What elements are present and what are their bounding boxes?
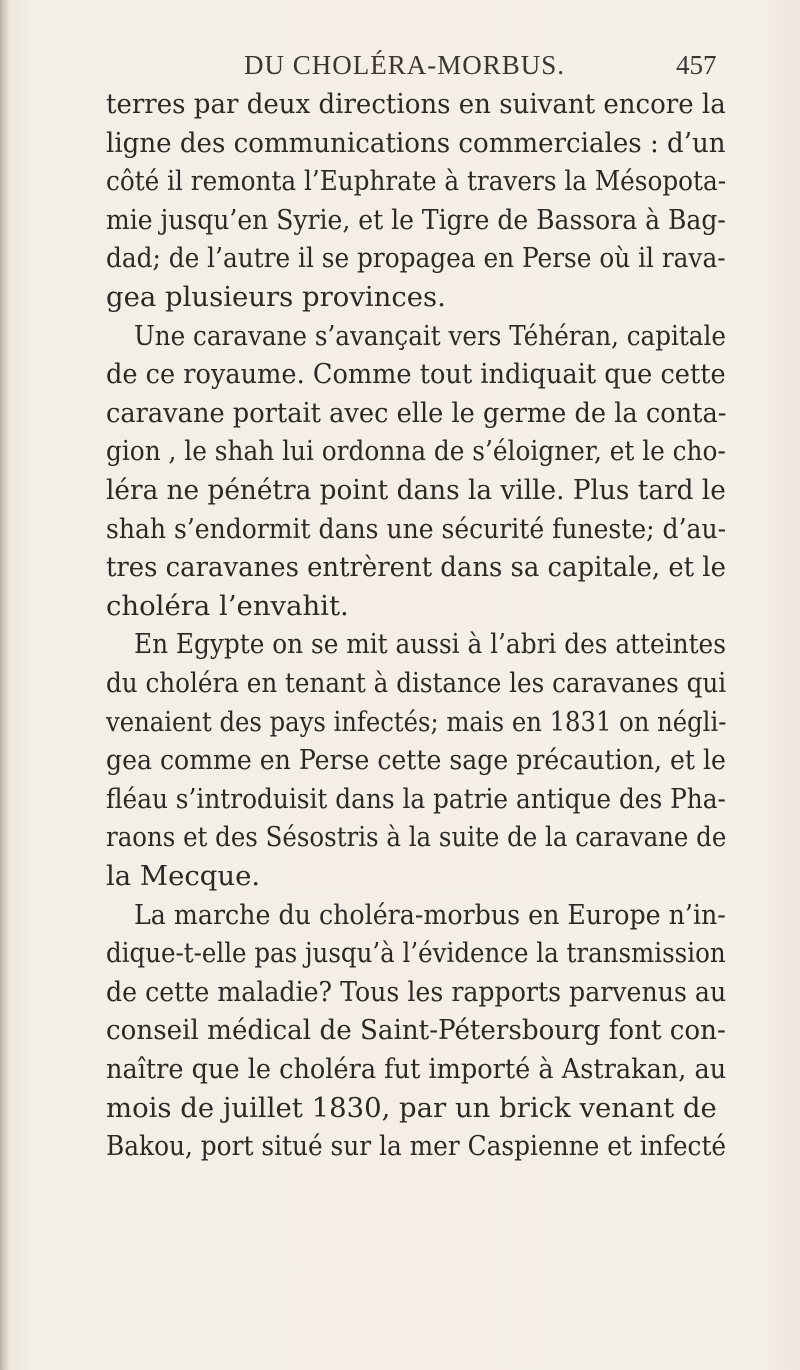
text-line: gea plusieurs provinces. bbox=[106, 281, 446, 313]
text-line: choléra l’envahit. bbox=[106, 589, 349, 622]
text-line: dique-t-elle pas jusqu’à l’évidence la transmission bbox=[106, 937, 726, 970]
text-line: naître que le choléra fut importé à Astrakan, au bbox=[106, 1053, 727, 1085]
text-line: shah s’endormit dans une sécurité funeste; d’au- bbox=[106, 512, 727, 545]
paragraph-first-line: En Egypte on se mit aussi à l’abri des atteintes bbox=[134, 628, 726, 661]
paragraph-first-line: La marche du choléra-morbus en Europe n’in- bbox=[134, 898, 726, 931]
text-line: la Mecque. bbox=[106, 860, 261, 892]
text-line: du choléra en tenant à distance les caravanes qui bbox=[106, 667, 727, 699]
text-line: côté il remonta l’Euphrate à travers la Mésopota- bbox=[106, 165, 727, 198]
page-number: 457 bbox=[676, 50, 717, 80]
text-line: léra ne pénétra point dans la ville. Plus tard le bbox=[106, 474, 726, 506]
text-line: Bakou, port situé sur la mer Caspienne et infecté bbox=[106, 1130, 727, 1163]
text-line: de ce royaume. Comme tout indiquait que cette bbox=[106, 358, 726, 391]
text-line: terres par deux directions en suivant encore la bbox=[106, 88, 726, 120]
text-line: mie jusqu’en Syrie, et le Tigre de Bassora à Bag- bbox=[106, 203, 726, 236]
text-line: raons et des Sésostris à la suite de la caravane de bbox=[106, 821, 727, 854]
page-gutter-shadow bbox=[0, 0, 10, 1370]
text-line: conseil médical de Saint-Pétersbourg font con- bbox=[106, 1014, 726, 1047]
paragraph-first-line: Une caravane s’avançait vers Téhéran, capitale bbox=[134, 319, 726, 352]
text-line: tres caravanes entrèrent dans sa capitale, et le bbox=[106, 551, 726, 584]
text-line: venaient des pays infectés; mais en 1831 on négli- bbox=[106, 705, 727, 738]
text-line: fléau s’introduisit dans la patrie antique des Pha- bbox=[106, 782, 726, 815]
text-line: mois de juillet 1830, par un brick venant de bbox=[106, 1091, 717, 1124]
text-line: ligne des communications commerciales : d’un bbox=[106, 126, 726, 159]
text-line: de cette maladie? Tous les rapports parvenus au bbox=[106, 975, 727, 1008]
text-line: caravane portait avec elle le germe de la conta- bbox=[106, 396, 727, 429]
text-line: dad; de l’autre il se propagea en Perse où il rava- bbox=[106, 242, 726, 275]
running-head bbox=[0, 50, 800, 90]
text-line: gion , le shah lui ordonna de s’éloigner, et le cho- bbox=[106, 435, 726, 468]
text-line: gea comme en Perse cette sage précaution, et le bbox=[106, 744, 726, 777]
running-title: DU CHOLÉRA-MORBUS. bbox=[244, 50, 566, 80]
